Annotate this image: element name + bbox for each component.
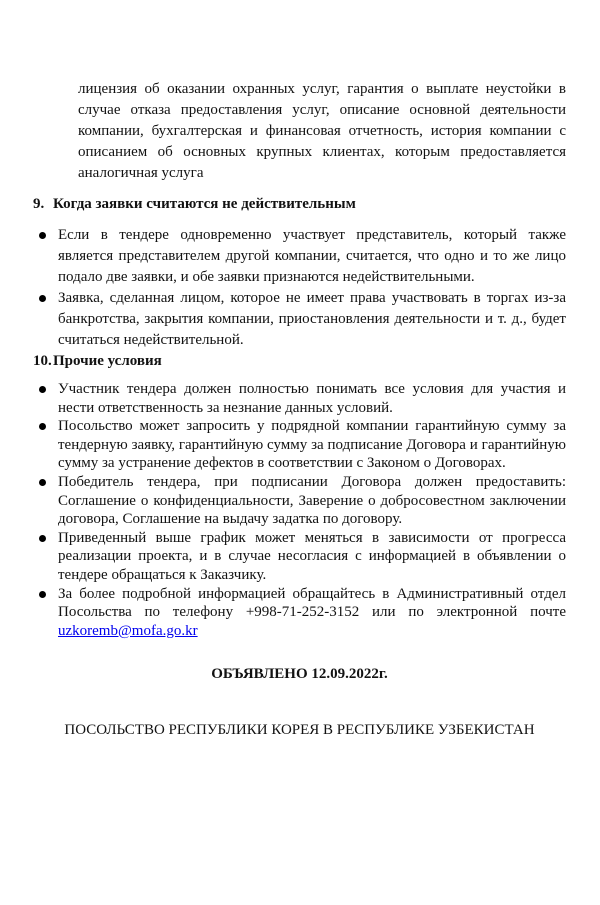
section-10-title: Прочие условия	[53, 353, 162, 369]
intro-paragraph: лицензия об оказании охранных услуг, гарантия о выплате неустойки в случае отказа предоставления услуг, описание основной деятельности компании, бухгалтерская и финансовая отчетность, история компании с описанием об основных крупных клиентах, которым предоставляется аналогичная услуга	[78, 81, 566, 181]
bullet-icon	[39, 232, 46, 239]
section-9-title: Когда заявки считаются не действительным	[53, 196, 356, 212]
list-item	[33, 417, 566, 473]
list-item	[33, 288, 566, 351]
bullet-text: Победитель тендера, при подписании Договора должен предоставить: Соглашение о конфиденциальности, Заверение о добросовестном заключении договора, Соглашение на выдачу задатка по договору.	[58, 473, 566, 528]
list-item	[33, 585, 566, 641]
bullet-icon	[39, 386, 46, 393]
bullet-icon	[39, 479, 46, 486]
bullet-text: Заявка, сделанная лицом, которое не имеет права участвовать в торгах из-за банкротства, закрытия компании, приостановления деятельности и т. д., будет считаться недействительной.	[58, 290, 566, 348]
section-10-bullet-list	[33, 380, 566, 640]
announcement-line: ОБЪЯВЛЕНО 12.09.2022г.	[211, 666, 388, 683]
section-9-number: 9.	[33, 196, 45, 212]
list-item	[33, 380, 566, 417]
bullet-text: Приведенный выше график может меняться в зависимости от прогресса реализации проекта, и в случае несогласия с информацией в объявлении о тендере обращаться к Заказчику.	[58, 529, 566, 583]
bullet-icon	[39, 423, 46, 430]
bullet-text: Посольство может запросить у подрядной компании гарантийную сумму за тендерную заявку, гарантийную сумму за подписание Договора и гарантийную сумму за устранение дефектов в соответствии с Законом о Договорах.	[58, 418, 566, 472]
email-link[interactable]: uzkoremb@mofa.go.kr	[58, 622, 198, 639]
bullet-text: Если в тендере одновременно участвует представитель, который также является представителем другой компании, считается, что одно и то же лицо подало две заявки, и обе заявки признаются недействительными.	[58, 227, 566, 285]
section-10-heading	[33, 351, 566, 372]
section-9-bullet-list	[33, 225, 566, 351]
list-item	[33, 473, 566, 529]
contact-text: За более подробной информацией обращайтесь в Административный отдел Посольства по телефону +998-71-252-3152 или по электронной почте	[58, 585, 566, 621]
bullet-text	[58, 586, 566, 639]
section-9-heading	[33, 194, 566, 215]
bullet-text: Участник тендера должен полностью понимать все условия для участия и нести ответственность за незнание данных условий.	[58, 381, 566, 416]
bullet-icon	[39, 295, 46, 302]
bullet-icon	[39, 591, 46, 598]
embassy-footer: ПОСОЛЬСТВО РЕСПУБЛИКИ КОРЕЯ В РЕСПУБЛИКЕ УЗБЕКИСТАН	[64, 722, 535, 739]
list-item	[33, 529, 566, 585]
list-item	[33, 225, 566, 288]
bullet-icon	[39, 535, 46, 542]
section-10-number: 10.	[33, 353, 52, 369]
